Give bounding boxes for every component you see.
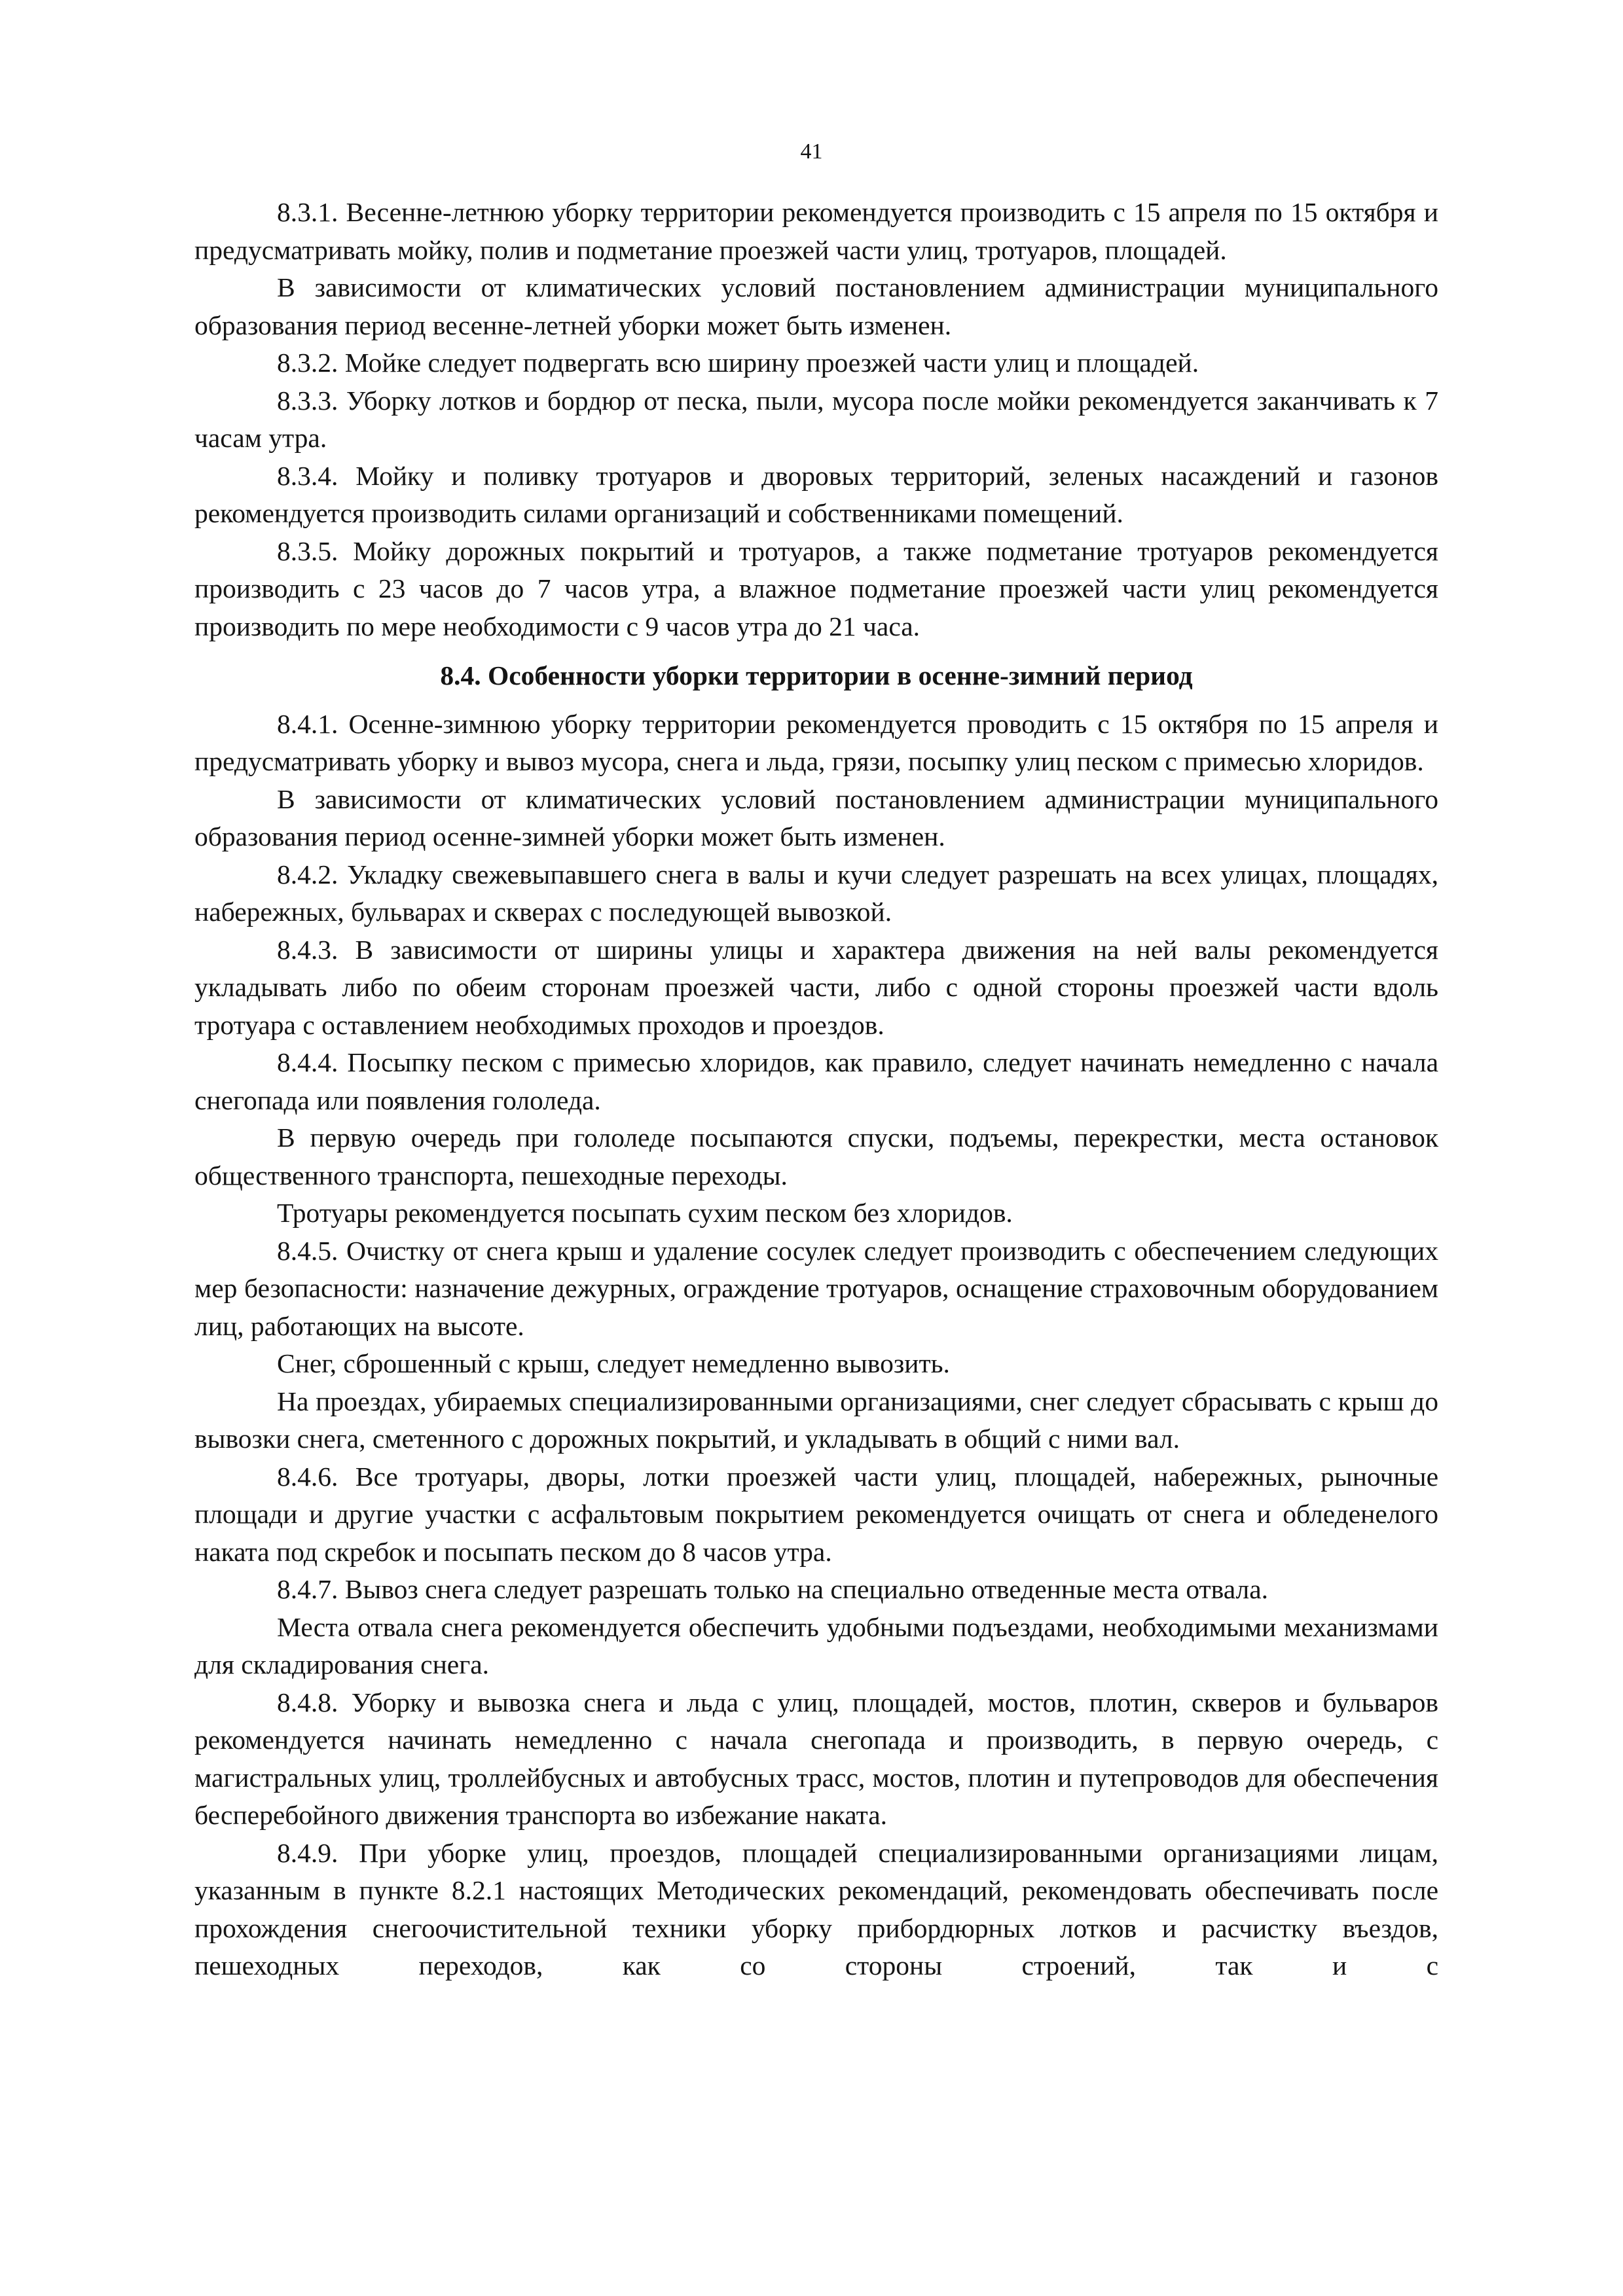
paragraph-8-3-4: 8.3.4. Мойку и поливку тротуаров и дворовых территорий, зеленых насаждений и газонов рекомендуется производить силами организаций и собственниками помещений. bbox=[194, 460, 1438, 528]
paragraph-8-4-5-driveways: На проездах, убираемых специализированными организациями, снег следует сбрасывать с крыш до вывозки снега, сметенного с дорожных покрытий, и укладывать в общий с ними вал. bbox=[194, 1386, 1438, 1454]
paragraph-8-3-1: 8.3.1. Весенне-летнюю уборку территории рекомендуется производить с 15 апреля по 15 октября и предусматривать мойку, полив и подметание проезжей части улиц, тротуаров, площадей. bbox=[194, 197, 1438, 265]
paragraph-8-4-3: 8.4.3. В зависимости от ширины улицы и характера движения на ней валы рекомендуется укладывать либо по обеим сторонам проезжей части, либо с одной стороны проезжей части вдоль тротуара с оставлением необходимых проходов и проездов. bbox=[194, 934, 1438, 1040]
paragraph-8-4-7-dump-sites: Места отвала снега рекомендуется обеспечить удобными подъездами, необходимыми механизмами для складирования снега. bbox=[194, 1611, 1438, 1679]
paragraph-8-4-2: 8.4.2. Укладку свежевыпавшего снега в валы и кучи следует разрешать на всех улицах, площадях, набережных, бульварах и скверах с последующей вывозкой. bbox=[194, 859, 1438, 927]
paragraph-8-4-6: 8.4.6. Все тротуары, дворы, лотки проезжей части улиц, площадей, набережных, рыночные площади и другие участки с асфальтовым покрытием рекомендуется очищать от снега и обледенелого наката под скребок и посыпать песком до 8 часов утра. bbox=[194, 1461, 1438, 1567]
paragraph-8-4-4-priority: В первую очередь при гололеде посыпаются спуски, подъемы, перекрестки, места остановок общественного транспорта, пешеходные переходы. bbox=[194, 1122, 1438, 1191]
paragraph-8-3-5: 8.3.5. Мойку дорожных покрытий и тротуаров, а также подметание тротуаров рекомендуется производить с 23 часов до 7 часов утра, а влажное подметание проезжей части улиц рекомендуется производить по мере необходимости с 9 часов утра до 21 часа. bbox=[194, 535, 1438, 641]
paragraph-8-3-3: 8.3.3. Уборку лотков и бордюр от песка, пыли, мусора после мойки рекомендуется заканчивать к 7 часам утра. bbox=[194, 385, 1438, 453]
paragraph-8-4-4-sidewalks: Тротуары рекомендуется посыпать сухим песком без хлоридов. bbox=[277, 1198, 1013, 1228]
paragraph-8-3-2: 8.3.2. Мойке следует подвергать всю ширину проезжей части улиц и площадей. bbox=[277, 348, 1199, 378]
paragraph-8-4-7: 8.4.7. Вывоз снега следует разрешать только на специально отведенные места отвала. bbox=[277, 1574, 1269, 1604]
paragraph-8-4-9: 8.4.9. При уборке улиц, проездов, площадей специализированными организациями лицам, указанным в пункте 8.2.1 настоящих Методических рекомендаций, рекомендовать обеспечивать после прохождения снегоочистительной техники уборку прибордюрных лотков и расчистку въездов, пешеходных переходов, как со стороны строений, так и с bbox=[194, 1837, 1438, 1981]
paragraph-8-3-1-note: В зависимости от климатических условий постановлением администрации муниципального образования период весенне-летней уборки может быть изменен. bbox=[194, 272, 1438, 340]
paragraph-8-4-8: 8.4.8. Уборку и вывозка снега и льда с улиц, площадей, мостов, плотин, скверов и бульваров рекомендуется начинать немедленно с начала снегопада и производить, в первую очередь, с магистральных улиц, троллейбусных и автобусных трасс, мостов, плотин и путепроводов для обеспечения бесперебойного движения транспорта во избежание наката. bbox=[194, 1687, 1438, 1830]
paragraph-8-4-5: 8.4.5. Очистку от снега крыш и удаление сосулек следует производить с обеспечением следующих мер безопасности: назначение дежурных, ограждение тротуаров, оснащение страховочным оборудованием лиц, работающих на высоте. bbox=[194, 1235, 1438, 1341]
paragraph-8-4-5-removal: Снег, сброшенный с крыш, следует немедленно вывозить. bbox=[277, 1348, 950, 1378]
section-heading-8-4: 8.4. Особенности уборки территории в осенне-зимний период bbox=[440, 660, 1193, 691]
paragraph-8-4-1-note: В зависимости от климатических условий постановлением администрации муниципального образования период осенне-зимней уборки может быть изменен. bbox=[194, 783, 1438, 852]
paragraph-8-4-1: 8.4.1. Осенне-зимнюю уборку территории рекомендуется проводить с 15 октября по 15 апреля и предусматривать уборку и вывоз мусора, снега и льда, грязи, посыпку улиц песком с примесью хлоридов. bbox=[194, 708, 1438, 776]
page-number: 41 bbox=[800, 139, 823, 164]
document-body bbox=[194, 194, 1438, 1985]
paragraph-8-4-4: 8.4.4. Посыпку песком с примесью хлоридов, как правило, следует начинать немедленно с начала снегопада или появления гололеда. bbox=[194, 1047, 1438, 1115]
